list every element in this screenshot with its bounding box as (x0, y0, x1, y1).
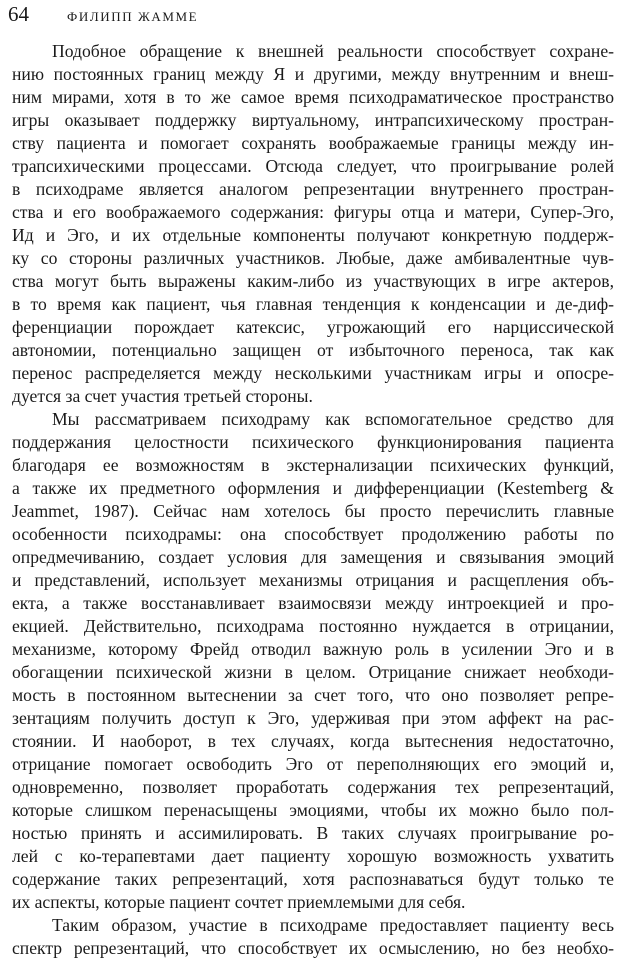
text-line: екта, а также восстанавливает взаимосвязи между интроекцией и про- (12, 593, 614, 613)
text-line: их аспекты, которые пациент сочтет приемлемыми для себя. (12, 892, 466, 912)
text-line: игры оказывает поддержку виртуальному, интрапсихическому простран- (12, 110, 614, 130)
text-line: обогащении психической жизни в целом. Отрицание снижает необходи- (12, 662, 614, 682)
text-line: дуется за счет участия третьей стороны. (12, 386, 313, 406)
text-line: ству пациента и помогает сохранять воображаемые границы между ин- (12, 133, 614, 153)
text-line: Мы рассматриваем психодраму как вспомогательное средство для (52, 409, 614, 429)
text-line: лей с ко-терапевтами дает пациенту хорошую возможность ухватить (12, 846, 614, 866)
text-line: в психодраме является аналогом репрезентации внутреннего простран- (12, 179, 614, 199)
text-line: и представлений, использует механизмы отрицания и расщепления объ- (12, 570, 614, 590)
running-head: ФИЛИПП ЖАММЕ (67, 9, 199, 24)
text-line: ства и его воображаемого содержания: фигуры отца и матери, Супер-Эго, (12, 202, 614, 222)
text-line: автономии, потенциально защищен от избыточного переноса, так как (12, 340, 614, 360)
text-line: перенос распределяется между несколькими участникам игры и опосре- (12, 363, 614, 383)
text-line: спектр репрезентаций, что способствует их осмыслению, но без необхо- (12, 938, 614, 958)
text-line: которые слишком перенасыщены эмоциями, чтобы их можно было пол- (12, 800, 614, 820)
text-line: Ид и Эго, и их отдельные компоненты получают конкретную поддерж- (12, 225, 614, 245)
text-line: в то время как пациент, чья главная тенденция к конденсации и де-диф- (12, 294, 614, 314)
page-header (8, 2, 198, 32)
text-line: ку со стороны различных участников. Любые, даже амбивалентные чув- (12, 248, 614, 268)
text-line: Таким образом, участие в психодраме предоставляет пациенту весь (52, 915, 614, 935)
text-line: стоянии. И наоборот, в тех случаях, когда вытеснения недостаточно, (12, 731, 614, 751)
text-line: мость в постоянном вытеснении за счет того, что оно позволяет репре- (12, 685, 614, 705)
text-line: особенности психодрамы: она способствует продолжению работы по (12, 524, 614, 544)
page-number: 64 (8, 2, 29, 26)
text-line: зентациям получить доступ к Эго, удерживая при этом аффект на рас- (12, 708, 614, 728)
text-line: благодаря ее возможностям в экстернализации психических функций, (12, 455, 614, 475)
text-line: трапсихическими процессами. Отсюда следует, что проигрывание ролей (12, 156, 614, 176)
text-line: отрицание помогает освободить Эго от переполняющих его эмоций и, (12, 754, 614, 774)
text-line: поддержания целостности психического функционирования пациента (12, 432, 614, 452)
text-line: ства могут быть выражены каким-либо из участвующих в игре актеров, (12, 271, 614, 291)
text-line: нию постоянных границ между Я и другими, между внутренним и внеш- (12, 64, 614, 84)
text-line: а также их предметного оформления и дифференциации (Kestemberg & (12, 478, 614, 498)
text-line: екцией. Действительно, психодрама постоянно нуждается в отрицании, (12, 616, 614, 636)
text-line: ним мирами, хотя в то же самое время психодраматическое пространство (12, 87, 614, 107)
text-line: Jeammet, 1987). Сейчас нам хотелось бы просто перечислить главные (12, 501, 614, 521)
text-line: одновременно, позволяет проработать содержания тех репрезентаций, (12, 777, 614, 797)
text-line: ференциации порождает катексис, угрожающий его нарциссической (12, 317, 614, 337)
text-line: содержание таких репрезентаций, хотя распознаваться будут только те (12, 869, 614, 889)
text-line: Подобное обращение к внешней реальности способствует сохране- (52, 41, 614, 61)
text-line: механизме, которому Фрейд отводил важную роль в усилении Эго и в (12, 639, 614, 659)
text-line: ностью принять и ассимилировать. В таких случаях проигрывание ро- (12, 823, 614, 843)
text-line: опредмечиванию, создает условия для замещения и связывания эмоций (12, 547, 614, 567)
body-text (12, 40, 614, 960)
